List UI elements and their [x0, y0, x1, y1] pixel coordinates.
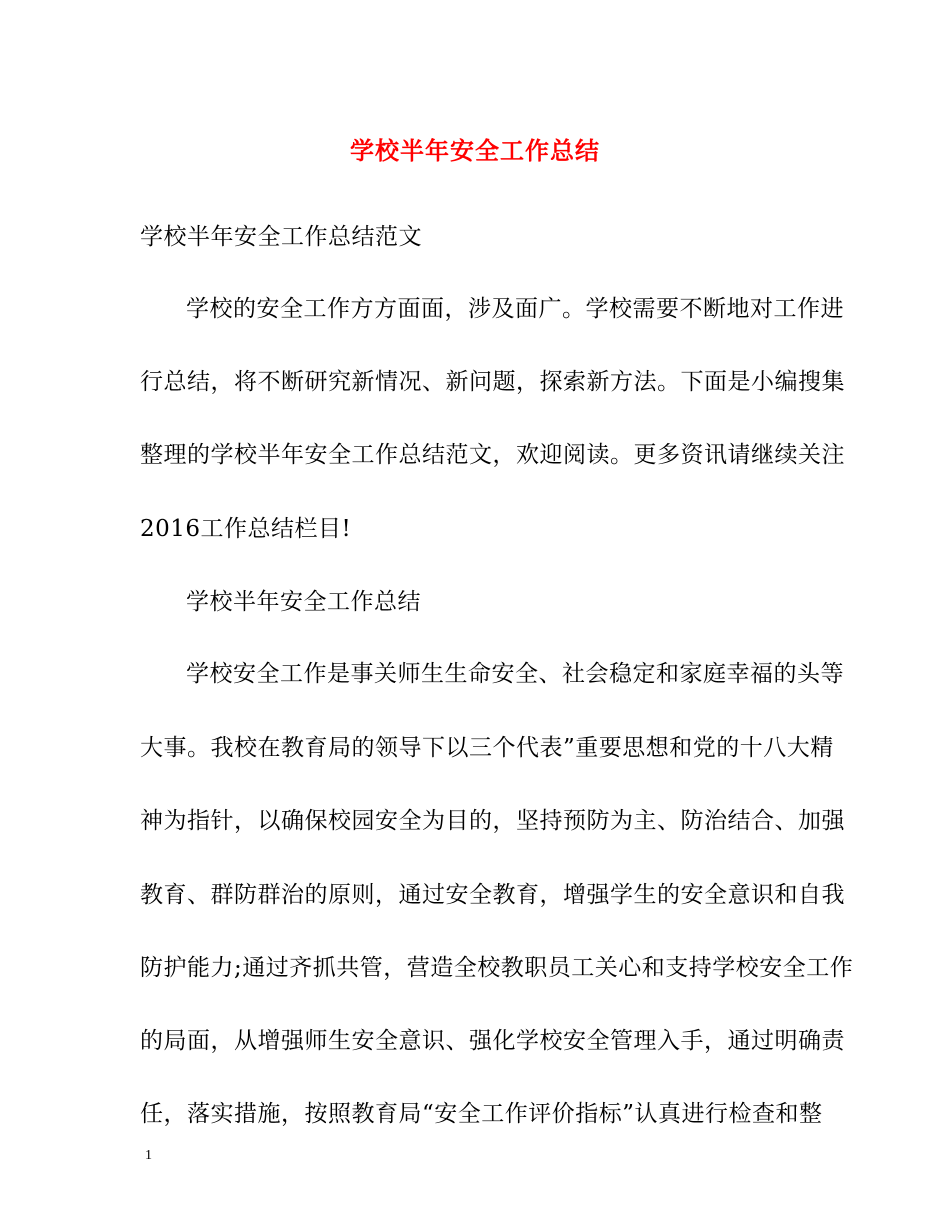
paragraph-line: 学校的安全工作方方面面，涉及面广。学校需要不断地对工作进 [186, 296, 844, 322]
paragraph-line: 防护能力;通过齐抓共管，营造全校教职员工关心和支持学校安全工作 [140, 955, 854, 981]
section-heading-line: 学校半年安全工作总结 [186, 589, 421, 615]
paragraph-line: 学校安全工作是事关师生生命安全、社会稳定和家庭幸福的头等 [186, 661, 844, 687]
paragraph-line: 大事。我校在教育局的领导下以三个代表”重要思想和党的十八大精 [140, 735, 834, 761]
paragraph-line: 2016工作总结栏目! [140, 516, 352, 542]
page-number: 1 [145, 1148, 152, 1163]
document-title: 学校半年安全工作总结 [350, 136, 600, 165]
paragraph-line: 任，落实措施，按照教育局“安全工作评价指标”认真进行检查和整 [140, 1101, 823, 1127]
paragraph-line: 行总结，将不断研究新情况、新问题，探索新方法。下面是小编搜集 [140, 369, 845, 395]
subtitle-line: 学校半年安全工作总结范文 [140, 224, 422, 250]
paragraph-line: 整理的学校半年安全工作总结范文，欢迎阅读。更多资讯请继续关注 [140, 442, 845, 468]
paragraph-line: 神为指针，以确保校园安全为目的，坚持预防为主、防治结合、加强 [140, 808, 845, 834]
paragraph-line: 教育、群防群治的原则，通过安全教育，增强学生的安全意识和自我 [140, 882, 845, 908]
paragraph-line: 的局面，从增强师生安全意识、强化学校安全管理入手，通过明确责 [140, 1028, 845, 1054]
